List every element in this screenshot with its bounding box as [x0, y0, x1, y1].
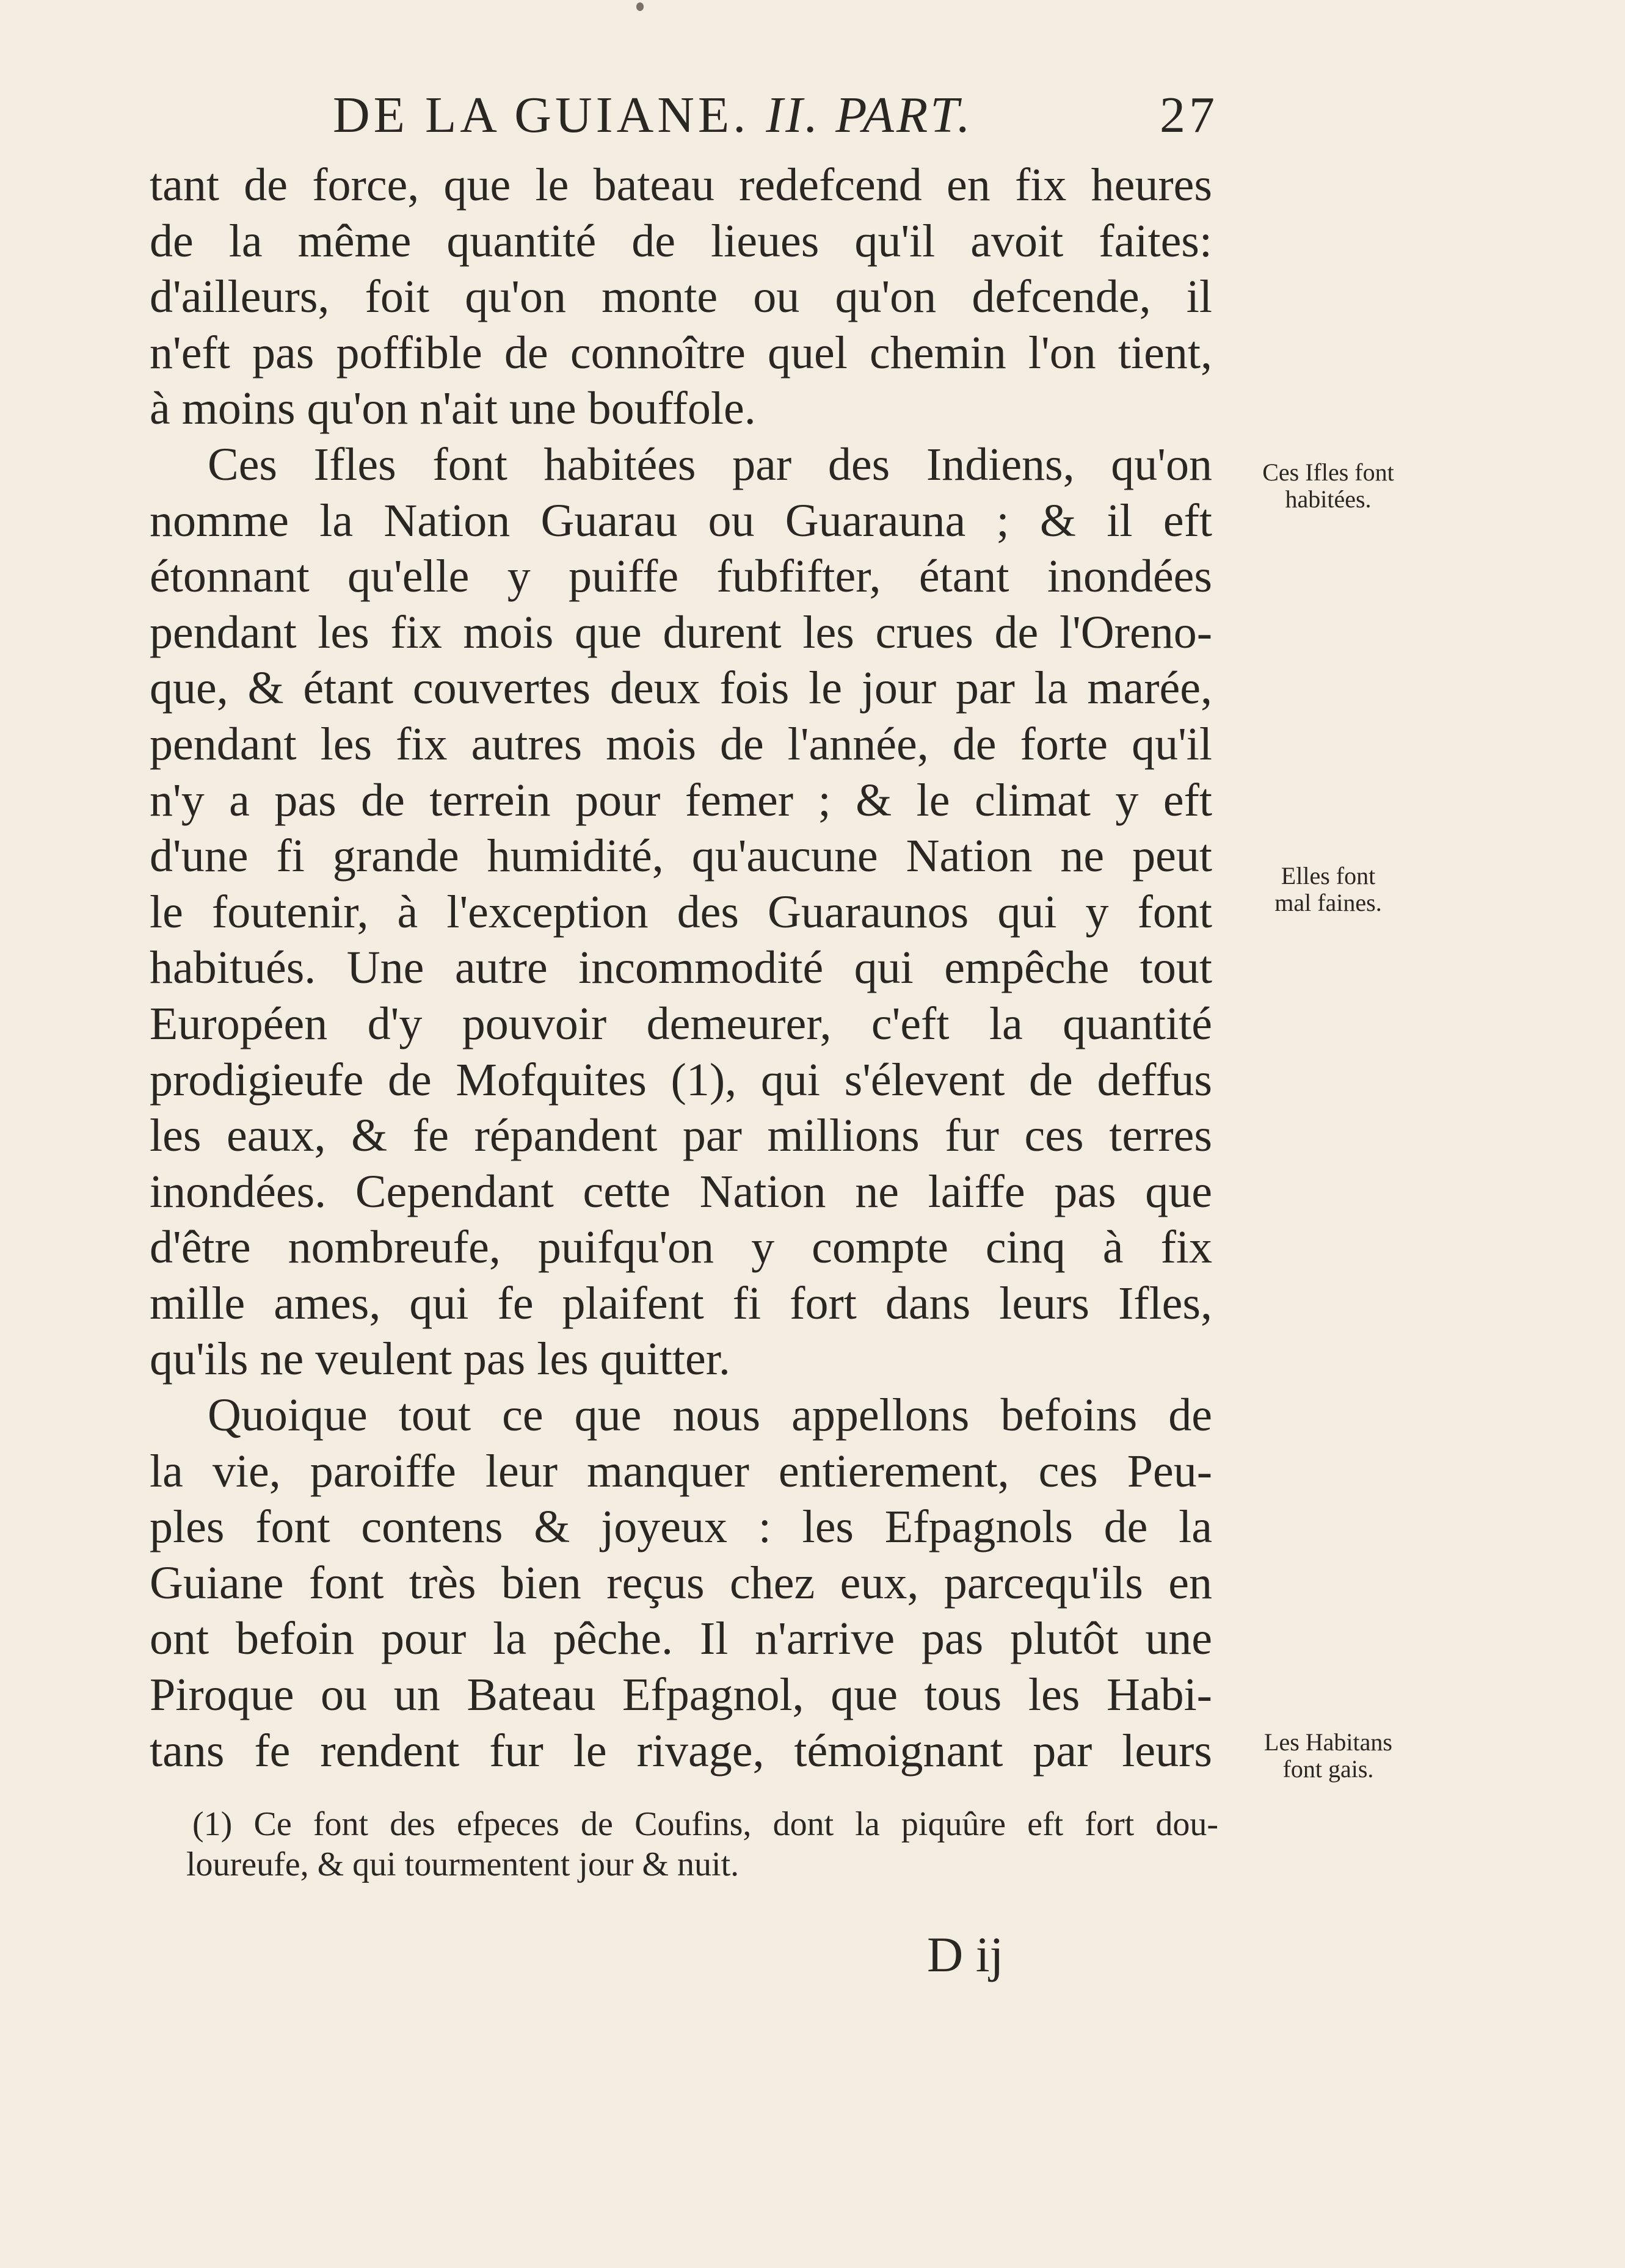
text-line: Ces Ifles font habitées par des Indiens, qu'on — [208, 438, 1212, 490]
signature-mark: D ij — [927, 1927, 1004, 1982]
text-line: ont befoin pour la pêche. Il n'arrive pas plutôt une — [150, 1613, 1212, 1665]
text-line: pendant les fix autres mois de l'année, de forte qu'il — [150, 718, 1212, 770]
text-line: mille ames, qui fe plaifent fi fort dans leurs Ifles, — [150, 1277, 1212, 1329]
text-line: Guiane font très bien reçus chez eux, parcequ'ils en — [150, 1557, 1212, 1609]
page-number: 27 — [1160, 87, 1218, 143]
margin-note-unhealthy: Elles font mal faines. — [1274, 862, 1382, 916]
text-line: le foutenir, à l'exception des Guaraunos qui y font — [150, 886, 1212, 938]
text-line: à moins qu'on n'ait une bouffole. — [150, 383, 756, 435]
text-line: étonnant qu'elle y puiffe fubfifter, étant inondées — [150, 551, 1212, 603]
text-line: pendant les fix mois que durent les crues de l'Oreno- — [150, 606, 1212, 658]
text-line: d'ailleurs, foit qu'on monte ou qu'on defcende, il — [150, 271, 1212, 323]
text-line: tans fe rendent fur le rivage, témoignant par leurs — [150, 1725, 1212, 1777]
text-line: habitués. Une autre incommodité qui empêche tout — [150, 942, 1212, 994]
text-line: inondées. Cependant cette Nation ne laiffe pas que — [150, 1165, 1212, 1217]
margin-note-cheerful-inhabitants: Les Habitans font gais. — [1264, 1728, 1392, 1783]
text-line: n'eft pas poffible de connoître quel chemin l'on tient, — [150, 327, 1212, 379]
text-line: d'une fi grande humidité, qu'aucune Nation ne peut — [150, 830, 1212, 882]
text-line: Quoique tout ce que nous appellons befoins de — [208, 1389, 1212, 1441]
body-text — [150, 158, 1212, 1779]
part-label: II. PART. — [766, 87, 973, 143]
text-line: de la même quantité de lieues qu'il avoit faites: — [150, 215, 1212, 267]
ink-speck — [636, 2, 644, 11]
footnote-line: (1) Ce font des efpeces de Coufins, dont la piquûre eft fort dou- — [192, 1805, 1218, 1843]
footnote — [186, 1804, 1218, 1885]
text-line: la vie, paroiffe leur manquer entierement, ces Peu- — [150, 1445, 1212, 1497]
text-line: Européen d'y pouvoir demeurer, c'eft la quantité — [150, 998, 1212, 1049]
text-line: nomme la Nation Guarau ou Guarauna ; & il eft — [150, 495, 1212, 546]
footnote-line: loureufe, & qui tourmentent jour & nuit. — [186, 1846, 740, 1883]
text-line: prodigieufe de Mofquites (1), qui s'élevent de deffus — [150, 1054, 1212, 1106]
text-line: n'y a pas de terrein pour femer ; & le climat y eft — [150, 774, 1212, 826]
text-line: les eaux, & fe répandent par millions fur ces terres — [150, 1110, 1212, 1162]
running-title: DE LA GUIANE. II. PART. — [333, 87, 973, 143]
text-line: tant de force, que le bateau redefcend en fix heures — [150, 159, 1212, 211]
running-header — [333, 85, 1218, 153]
text-line: que, & étant couvertes deux fois le jour par la marée, — [150, 662, 1212, 714]
text-line: d'être nombreufe, puifqu'on y compte cinq à fix — [150, 1222, 1212, 1273]
text-line: qu'ils ne veulent pas les quitter. — [150, 1333, 730, 1385]
text-line: Piroque ou un Bateau Efpagnol, que tous les Habi- — [150, 1669, 1212, 1721]
text-line: ples font contens & joyeux : les Efpagnols de la — [150, 1501, 1212, 1553]
margin-note-islands-inhabited: Ces Ifles font habitées. — [1262, 458, 1394, 513]
